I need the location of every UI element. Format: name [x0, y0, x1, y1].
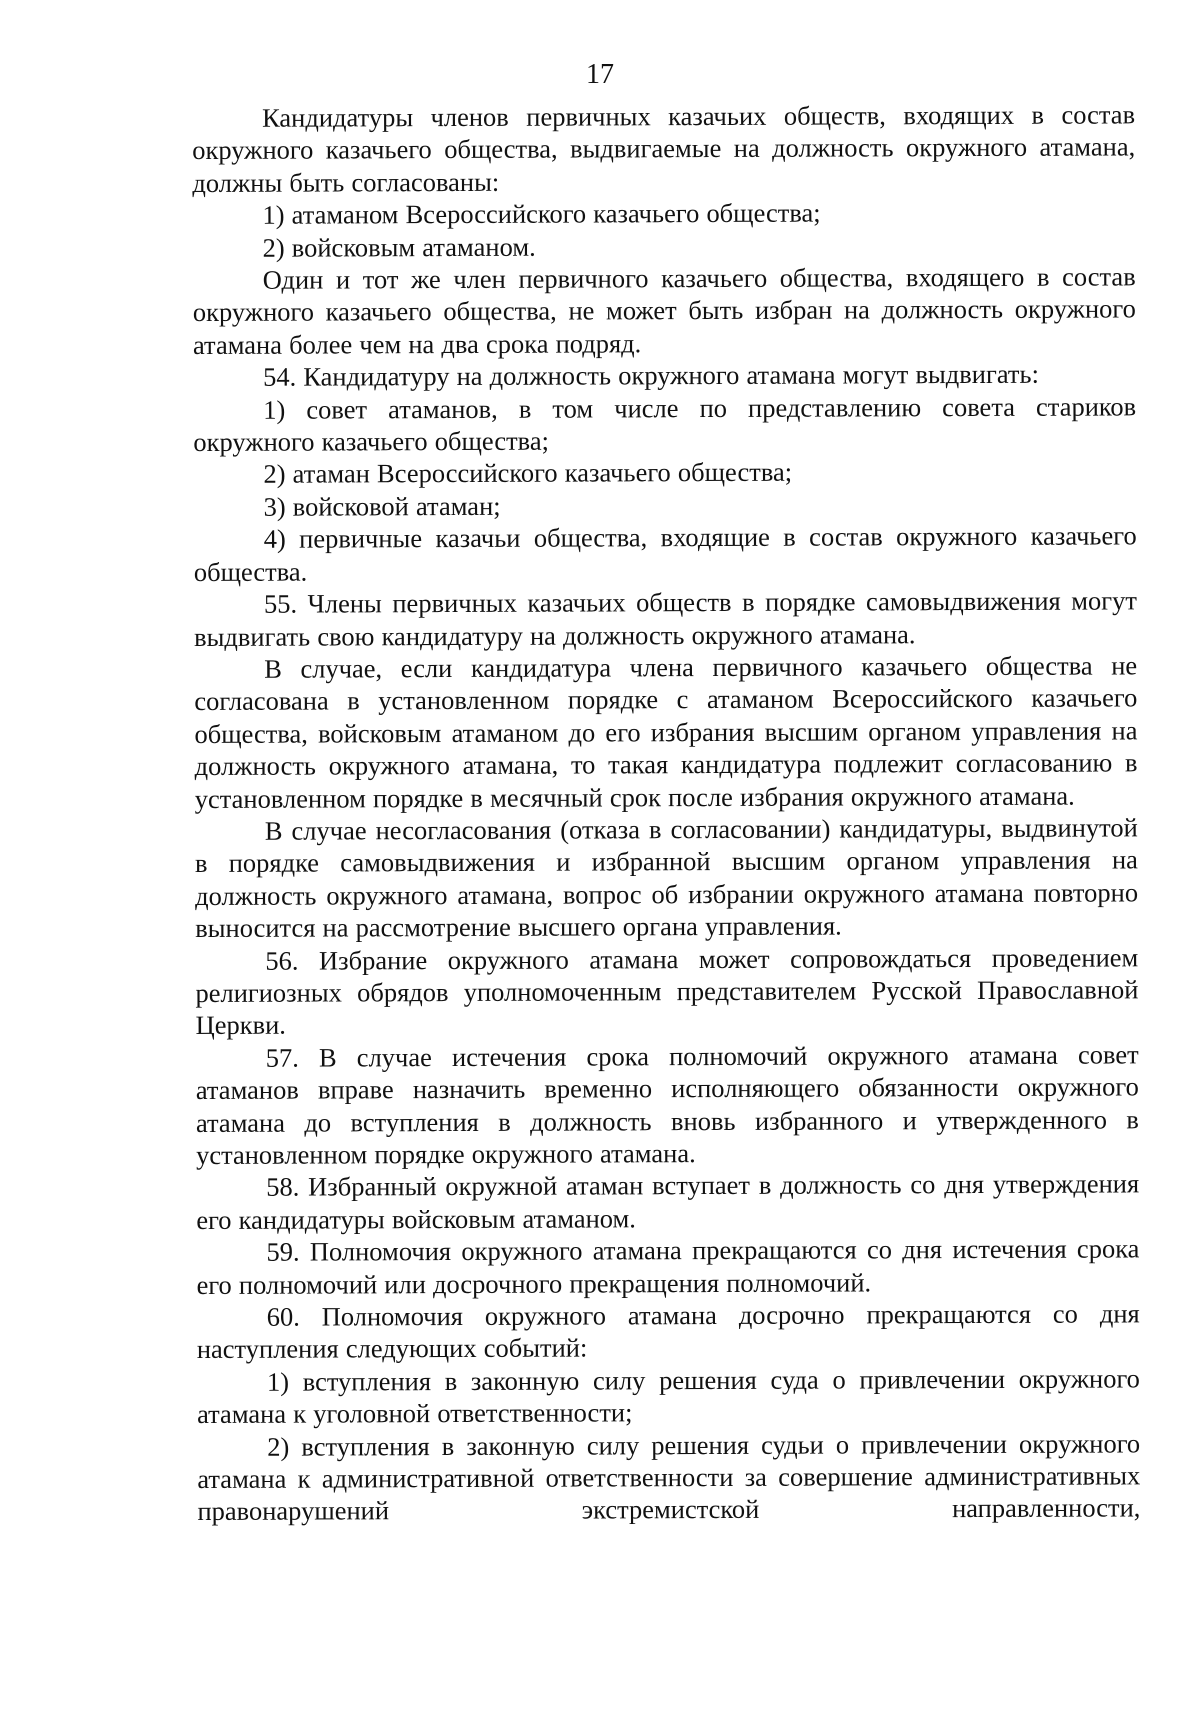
paragraph-term-limit: Один и тот же член первичного казачьего общества, входящего в состав окружного казачьего общества, не может быть избран на должность окружного атамана более чем на два срока подряд. [192, 261, 1136, 360]
paragraph-59: 59. Полномочия окружного атамана прекращаются со дня истечения срока его полномочий или досрочного прекращения полномочий. [196, 1233, 1140, 1300]
paragraph-60: 60. Полномочия окружного атамана досрочно прекращаются со дня наступления следующих событий: [196, 1298, 1140, 1365]
paragraph-55-refusal: В случае несогласования (отказа в согласовании) кандидатуры, выдвинутой в порядке самовыдвижения и избранной высшим органом управления на должность окружного атамана, вопрос об избрании окружного атамана повторно выносится на рассмотрение высшего органа управления. [194, 812, 1139, 944]
list-item-54-2: 2) атаман Всероссийского казачьего общества; [263, 457, 793, 490]
paragraph-58: 58. Избранный окружной атаман вступает в должность со дня утверждения его кандидатуры войсковым атаманом. [196, 1168, 1140, 1235]
paragraph-candidates-approval: Кандидатуры членов первичных казачьих обществ, входящих в состав окружного казачьего общества, выдвигаемые на должность окружного атамана, должны быть согласованы: [192, 99, 1136, 198]
list-item-approval-2: 2) войсковым атаманом. [262, 231, 536, 263]
paragraph-55-unapproved: В случае, если кандидатура члена первичного казачьего общества не согласована в установленном порядке с атаманом Всероссийского казачьего общества, войсковым атаманом до его избрания высшим органом управления на должность окружного атамана, то такая кандидатура подлежит согласованию в установленном порядке в месячный срок после избрания окружного атамана. [194, 650, 1138, 814]
list-item-approval-1: 1) атаманом Всероссийского казачьего общества; [262, 197, 821, 230]
document-body [192, 98, 1140, 1527]
paragraph-54: 54. Кандидатуру на должность окружного атамана могут выдвигать: [262, 359, 1039, 392]
paragraph-57: 57. В случае истечения срока полномочий окружного атамана совет атаманов вправе назначить временно исполняющего обязанности окружного атамана до вступления в должность вновь избранного и утвержденного в установленном порядке окружного атамана. [195, 1039, 1139, 1170]
list-item-54-4: 4) первичные казачьи общества, входящие в состав окружного казачьего общества. [193, 520, 1137, 587]
list-item-54-3: 3) войсковой атаман; [263, 490, 501, 522]
paragraph-55: 55. Члены первичных казачьих обществ в порядке самовыдвижения могут выдвигать свою кандидатуру на должность окружного атамана. [193, 585, 1137, 652]
list-item-60-1: 1) вступления в законную силу решения суда о привлечении окружного атамана к уголовной ответственности; [196, 1363, 1140, 1430]
list-item-54-1: 1) совет атаманов, в том числе по представлению совета стариков окружного казачьего общества; [193, 391, 1137, 458]
page-number: 17 [586, 59, 614, 90]
list-item-60-2: 2) вступления в законную силу решения судьи о привлечении окружного атамана к административной ответственности за совершение административных правонарушений экстремистской направленности, [197, 1428, 1141, 1527]
paragraph-56: 56. Избрание окружного атамана может сопровождаться проведением религиозных обрядов уполномоченным представителем Русской Православной Церкви. [195, 941, 1139, 1041]
